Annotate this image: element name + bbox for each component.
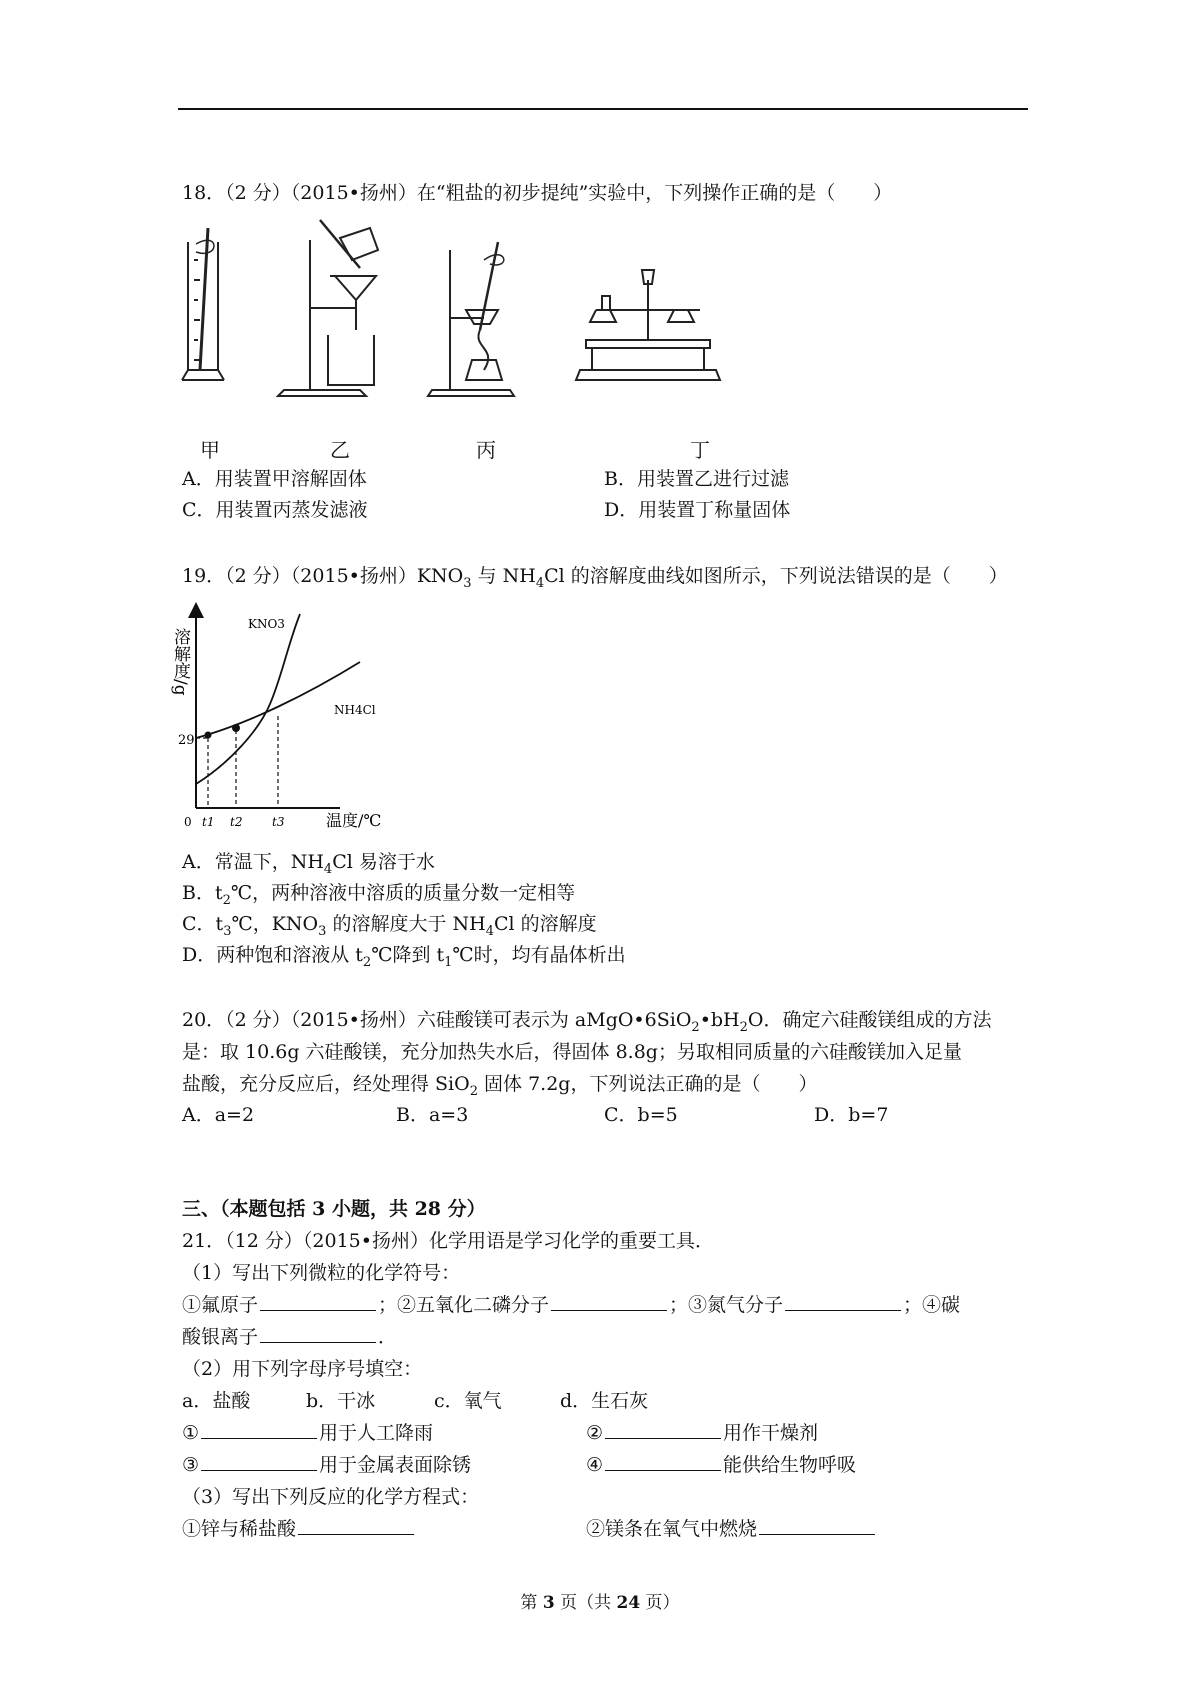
apparatus-ding <box>576 270 720 380</box>
blank-9[interactable] <box>298 1516 414 1535</box>
kno3-curve <box>196 614 300 784</box>
q20-option-a: A．a=2 <box>182 1104 255 1126</box>
q20-line-2: 是：取 10.6g 六硅酸镁，充分加热失水后，得固体 8.8g；另取相同质量的六硅酸镁加入足量 <box>182 1041 962 1063</box>
q21-part-3-left: ①锌与稀盐酸 <box>182 1516 416 1542</box>
q20-line-1: 20．（2 分）（2015•扬州）六硅酸镁可表示为 $aMgO•6SiO_2•bH_2O$．确定六硅酸镁组成的方法 <box>182 1009 992 1035</box>
q19-option-a: A．常温下，$NH_4Cl$ 易溶于水 <box>182 851 435 877</box>
q21-part-2-row-2-left: ③ 用于金属表面除锈 <box>182 1454 472 1476</box>
q20-option-c: C．b=5 <box>604 1104 678 1126</box>
q18-option-c: C．用装置丙蒸发滤液 <box>182 499 368 521</box>
solubility-chart <box>170 604 418 834</box>
x-tick-t3: t3 <box>272 815 285 829</box>
blank-8[interactable] <box>605 1452 721 1471</box>
q18-option-d: D．用装置丁称量固体 <box>604 499 791 521</box>
q21-part-1-line-1: ①氟原子 ；②五氧化二磷分子 ；③氮气分子 ；④碳 <box>182 1294 961 1316</box>
q21-part-2: （2）用下列字母序号填空： <box>182 1358 423 1380</box>
figure-label-yi: 乙 <box>330 438 350 462</box>
apparatus-yi <box>278 220 378 396</box>
x-tick-t2: t2 <box>230 815 243 829</box>
x-axis-label: 温度/℃ <box>326 811 382 830</box>
q20-option-d: D．b=7 <box>814 1104 889 1126</box>
q21-choice-d: d．生石灰 <box>560 1390 649 1412</box>
x-tick-t1: t1 <box>202 815 215 829</box>
q19-option-c: C．$t_3℃$，$KNO_3$ 的溶解度大于 $NH_4Cl$ 的溶解度 <box>182 913 597 939</box>
q18-stem: 18．（2 分）（2015•扬州）在“粗盐的初步提纯”实验中，下列操作正确的是（ ） <box>182 182 893 204</box>
blank-4[interactable] <box>260 1324 376 1343</box>
q20-option-b: B．a=3 <box>396 1104 469 1126</box>
origin-label: 0 <box>184 815 192 829</box>
q21-choice-a: a．盐酸 <box>182 1390 251 1412</box>
blank-3[interactable] <box>785 1292 901 1311</box>
y-tick-29: 29 <box>178 733 195 748</box>
apparatus-bing <box>428 242 514 396</box>
apparatus-jia <box>182 228 224 380</box>
q19-option-d: D．两种饱和溶液从 $t_2℃$降到 $t_1℃$时，均有晶体析出 <box>182 944 626 970</box>
q18-option-a: A．用装置甲溶解固体 <box>182 468 367 490</box>
blank-5[interactable] <box>201 1420 317 1439</box>
section-3-heading: 三、（本题包括 3 小题，共 28 分） <box>182 1198 486 1220</box>
y-axis-label: 溶解度/g <box>170 628 190 696</box>
blank-2[interactable] <box>551 1292 667 1311</box>
figure-label-ding: 丁 <box>690 438 710 462</box>
blank-7[interactable] <box>201 1452 317 1471</box>
q21-part-3: （3）写出下列反应的化学方程式： <box>182 1486 480 1508</box>
figure-label-jia: 甲 <box>200 438 220 462</box>
q21-part-1: （1）写出下列微粒的化学符号： <box>182 1262 461 1284</box>
q21-part-2-row-1-right: ② 用作干燥剂 <box>586 1422 819 1444</box>
q21-part-3-right: ②镁条在氧气中燃烧 <box>586 1516 877 1542</box>
figure-label-bing: 丙 <box>476 438 496 462</box>
page-footer: 第 3 页（共 24 页） <box>520 1593 680 1613</box>
intersection-point <box>232 724 240 732</box>
q21-part-1-line-2: 酸银离子 ． <box>182 1326 398 1348</box>
series-label-nh4cl: NH4Cl <box>334 703 376 717</box>
q18-option-b: B．用装置乙进行过滤 <box>604 468 789 490</box>
blank-10[interactable] <box>759 1516 875 1535</box>
q20-line-3: 盐酸，充分反应后，经处理得 SiO$_2$ 固体 7.2g，下列说法正确的是（ ） <box>182 1073 818 1099</box>
q21-choice-b: b．干冰 <box>306 1390 376 1412</box>
point-t1 <box>205 732 212 739</box>
blank-6[interactable] <box>605 1420 721 1439</box>
q19-option-b: B．$t_2℃$，两种溶液中溶质的质量分数一定相等 <box>182 882 576 908</box>
series-label-kno3: KNO3 <box>248 617 285 631</box>
header-rule <box>178 108 1028 110</box>
apparatus-figure <box>180 220 800 420</box>
q21-part-2-row-2-right: ④ 能供给生物呼吸 <box>586 1454 857 1476</box>
q19-stem: 19．（2 分）（2015•扬州）$KNO_3$ 与 $NH_4Cl$ 的溶解度曲线如图所示，下列说法错误的是（ ） <box>182 565 1008 591</box>
q21-stem: 21．（12 分）（2015•扬州）化学用语是学习化学的重要工具． <box>182 1230 714 1252</box>
blank-1[interactable] <box>260 1292 376 1311</box>
q21-choice-c: c．氧气 <box>434 1390 502 1412</box>
q21-part-2-row-1-left: ① 用于人工降雨 <box>182 1422 434 1444</box>
